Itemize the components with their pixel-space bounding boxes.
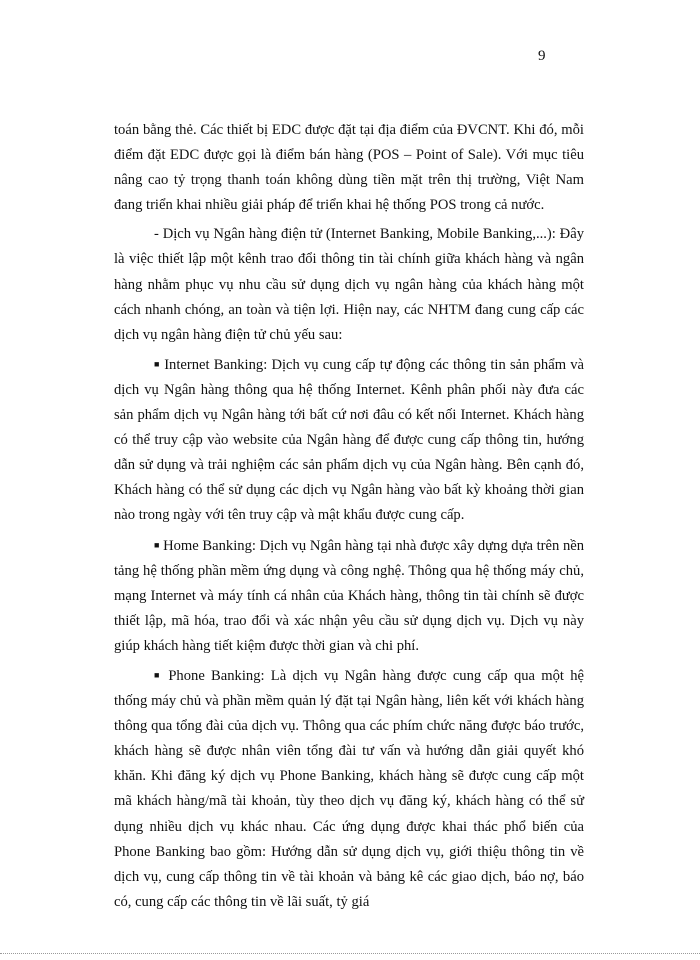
paragraph-internet-banking [114,352,584,529]
square-bullet-icon: ■ [154,358,160,369]
square-bullet-icon: ■ [154,539,160,550]
paragraph-home-banking [114,533,584,659]
paragraph-e-banking-intro: - Dịch vụ Ngân hàng điện tử (Internet Banking, Mobile Banking,...): Đây là việc thiết lập một kênh trao đổi thông tin tài chính giữa khách hàng và ngân hàng nhằm phục vụ nhu cầu sử dụng dịch vụ ngân hàng của khách hàng một cách nhanh chóng, an toàn và tiện lợi. Hiện nay, các NHTM đang cung cấp các dịch vụ ngân hàng điện tử chủ yếu sau: [114,226,584,343]
paragraph-phone-banking [114,663,584,915]
square-bullet-icon: ■ [154,669,163,680]
internet-banking-text: Internet Banking: Dịch vụ cung cấp tự động các thông tin sản phẩm và dịch vụ Ngân hàng thông qua hệ thống Internet. Kênh phân phối này đưa các sản phẩm dịch vụ Ngân hàng tới bất cứ nơi đâu có kết nối Internet. Khách hàng có thể truy cập vào website của Ngân hàng để được cung cấp thông tin, hướng dẫn sử dụng và trải nghiệm các sản phẩm dịch vụ của Ngân hàng. Bên cạnh đó, Khách hàng có thể sử dụng các dịch vụ Ngân hàng vào bất kỳ khoảng thời gian nào trong ngày với tên truy cập và mật khẩu được cung cấp. [114,356,585,524]
home-banking-text: Home Banking: Dịch vụ Ngân hàng tại nhà được xây dựng dựa trên nền tảng hệ thống phần mềm ứng dụng và công nghệ. Thông qua hệ thống máy chủ, mạng Internet và máy tính cá nhân của Khách hàng, thông tin tài chính sẽ được thiết lập, mã hóa, trao đổi và xác nhận yêu cầu sử dụng dịch vụ. Dịch vụ này giúp khách hàng tiết kiệm được thời gian và chi phí. [114,537,585,654]
page-bottom-divider [0,953,700,954]
phone-banking-text: Phone Banking: Là dịch vụ Ngân hàng được cung cấp qua một hệ thống máy chủ và phần mềm quản lý đặt tại Ngân hàng, liên kết với khách hàng thông qua tổng đài của dịch vụ. Thông qua các phím chức năng được báo trước, khách hàng sẽ được nhân viên tổng đài tư vấn và hướng dẫn giải quyết khó khăn. Khi đăng ký dịch vụ Phone Banking, khách hàng sẽ được cung cấp một mã khách hàng/mã tài khoản, tùy theo dịch vụ đăng ký, khách hàng có thể sử dụng nhiều dịch vụ khác nhau. Các ứng dụng được khai thác phổ biến của Phone Banking bao gồm: Hướng dẫn sử dụng dịch vụ, giới thiệu thông tin về dịch vụ, cung cấp thông tin về tài khoản và bảng kê các giao dịch, báo nợ, báo có, cung cấp các thông tin về lãi suất, tỷ giá [114,667,585,910]
body-text [114,118,584,915]
page-number: 9 [538,48,546,64]
paragraph-pos-continuation: toán bằng thẻ. Các thiết bị EDC được đặt tại địa điểm của ĐVCNT. Khi đó, mỗi điểm đặt EDC được gọi là điểm bán hàng (POS – Point of Sale). Với mục tiêu nâng cao tỷ trọng thanh toán không dùng tiền mặt trên thị trường, Việt Nam đang triển khai nhiều giải pháp để triển khai hệ thống POS trong cả nước. [114,122,584,214]
